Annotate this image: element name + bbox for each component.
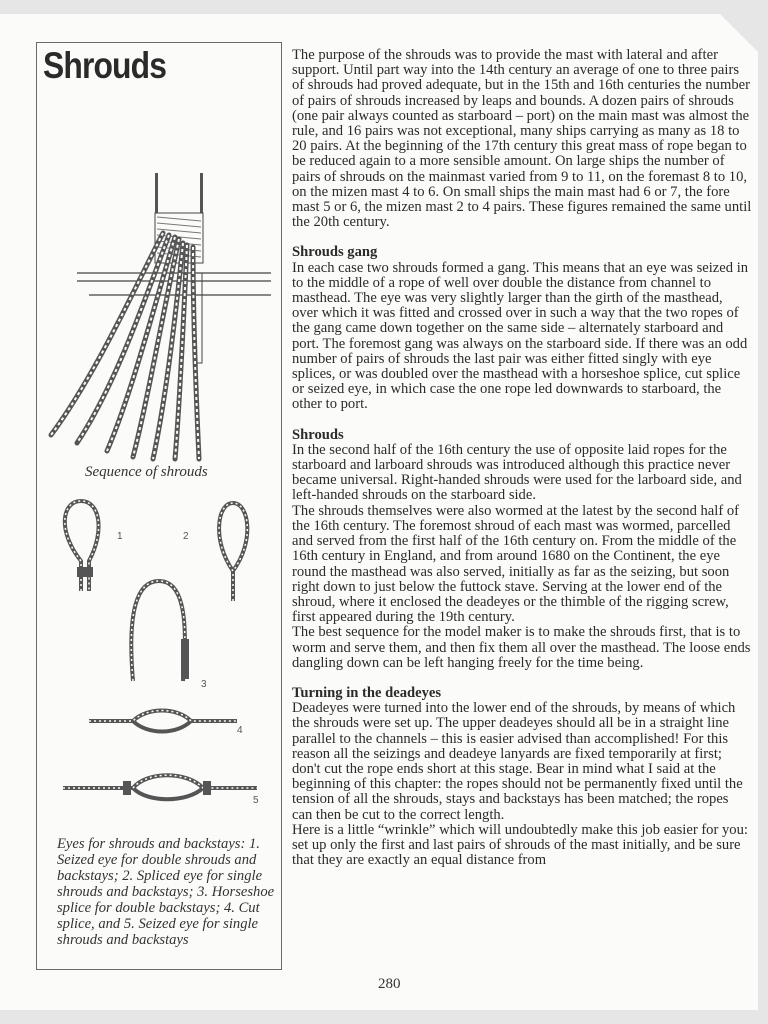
heading-shrouds-gang: Shrouds gang — [292, 244, 378, 261]
seized-eye-single — [63, 775, 257, 788]
heading-turning-in-deadeyes: Turning in the deadeyes — [292, 684, 442, 701]
paragraph: In the second half of the 16th century the use of opposite laid ropes for the starboard and larboard shrouds was introduced although this practice never became universal. Right-handed shrouds were used for the larboard side, and left-handed shrouds on the starboard side. — [292, 441, 742, 504]
fig-label-4: 4 — [237, 725, 243, 736]
paragraph: The best sequence for the model maker is to make the shrouds first, that is to worm and serve them, and then fix them all over the masthead. The loose ends dangling down can be left hanging freely for the time being. — [292, 624, 751, 671]
fig-label-5: 5 — [253, 795, 259, 806]
paragraph: Deadeyes were turned into the lower end of the shrouds, by means of which the shrouds were set up. The upper deadeyes should all be in a straight line parallel to the channels – this is easier advised than accomplished! For this reason all the seizings and deadeye lanyards are fixed temporarily at first; don't cut the rope ends short at this stage. Bear in mind what I said at the beginning of this chapter: the ropes should not be permanently fixed until the tension of all the shrouds, stays and backstays has been matched; the ropes can then be cut to the correct length. — [292, 700, 743, 823]
sequence-caption: Sequence of shrouds — [85, 464, 208, 480]
cut-splice — [89, 711, 237, 722]
sidebar-box — [36, 42, 282, 970]
eyes-caption: Eyes for shrouds and backstays: 1. Seized eye for double shrouds and backstays; 2. Spliced eye for single shrouds and backstays; 3. Horseshoe splice for double backstays; 4. Cut splice, and 5. Seized eye for single shrouds and backstays — [57, 836, 275, 948]
paragraph: The shrouds themselves were also wormed at the latest by the second half of the 16th century. The foremost shroud of each mast was wormed, parcelled and served from the first half of the 16th century on. From the middle of the 16th century in England, and from around 1680 on the Continent, the eye round the masthead was also served, initially as far as the seizing, but soon right down to just below the futtock stave. Serving at the lower end of the shroud, where it enclosed the deadeyes or the thimble of the rigging screw, first appeared during the 19th century. — [292, 502, 740, 626]
seized-eye-double — [65, 501, 99, 591]
page-curl — [720, 14, 758, 52]
body-text — [292, 48, 752, 868]
fig-label-3: 3 — [201, 679, 207, 690]
paragraph: In each case two shrouds formed a gang. This means that an eye was seized in to the middle of a rope of well over double the distance from channel to masthead. The eye was very slightly larger than the girth of the masthead, over which it was fitted and crossed over in such a way that the two ropes of the gang came down together on the same side – alternately starboard and port. The foremost gang was always on the starboard side. If there was an odd number of pairs of shrouds the last pair was either fitted singly with eye splices, or was doubled over the masthead with a horseshoe splice, cut splice or seized eye, in which case the one rope led downwards to starboard, the other to port. — [292, 259, 749, 413]
intro-paragraph: The purpose of the shrouds was to provide the mast with lateral and after support. Until part way into the 14th century an average of one to three pairs of shrouds had proved adequate, but in the 15th and 16th centuries the number of pairs of shrouds increased by leaps and bounds. A dozen pairs of shrouds (one pair always counted as starboard – port) on the main mast was almost the rule, and 16 pairs was not exceptional, many ships carrying as many as 18 to 20 pairs. At the beginning of the 17th century this great mass of rope began to be reduced again to a more sensible amount. On large ships the number of pairs of shrouds on the mainmast varied from 9 to 11, on the foremast 8 to 10, on the mizen mast 4 to 6. On small ships the main mast had 6 or 7, the fore mast 5 or 6, the mizen mast 2 to 4 pairs. These figures remained the same until the 20th century. — [292, 47, 752, 231]
paragraph: Here is a little “wrinkle” which will undoubtedly make this job easier for you: set up only the first and last pairs of shrouds of the mast initially, and be sure that they are exactly an equal distance from — [292, 821, 748, 869]
page-number: 280 — [378, 976, 401, 992]
eyes-illustration — [37, 491, 281, 833]
fig-label-1: 1 — [117, 531, 123, 542]
page-title: Shrouds — [43, 45, 167, 86]
shroud-sequence-illustration — [37, 173, 281, 463]
fig-label-2: 2 — [183, 531, 189, 542]
heading-shrouds: Shrouds — [292, 426, 344, 443]
book-page — [0, 14, 758, 1010]
